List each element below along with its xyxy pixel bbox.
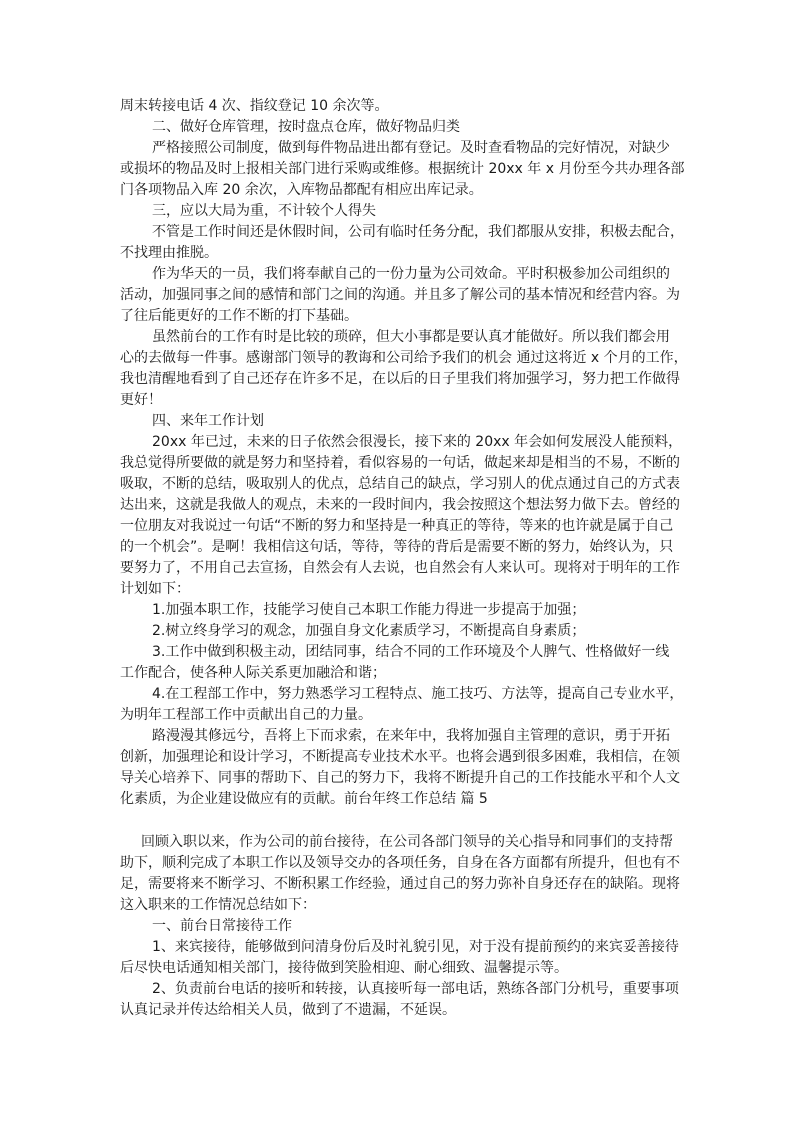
list-item: 1、来宾接待，能够做到问清身份后及时礼貌引见，对于没有提前预约的来宾妥善接待 — [152, 939, 679, 955]
text-line: 不管是工作时间还是休假时间，公司有临时任务分配，我们都服从安排，积极去配合， — [152, 224, 684, 240]
text-line: 认真记录并传达给相关人员，做到了不遗漏，不延误。 — [120, 1002, 456, 1018]
text-line: 心的去做每一件事。感谢部门领导的教诲和公司给予我们的机会 通过这将近 x 个月的工作， — [120, 350, 688, 366]
text-line: 达出来，这就是我做人的观点，未来的一段时间内，我会按照这个想法努力做下去。曾经的 — [120, 497, 680, 513]
text-line: 吸取，不断的总结，吸取别人的优点，总结自己的缺点，学习别人的优点通过自己的方式表 — [120, 476, 680, 492]
section-heading: 四、来年工作计划 — [152, 413, 264, 429]
text-line: 的一个机会”。是啊！我相信这句话，等待，等待的背后是需要不断的努力，始终认为，只 — [120, 539, 674, 555]
list-item: 2、负责前台电话的接听和转接，认真接听每一部电话，熟练各部门分机号，重要事项 — [152, 981, 679, 997]
text-line: 创新，加强理论和设计学习，不断提高专业技术水平。也将会遇到很多困难，我相信，在领 — [120, 749, 680, 765]
text-line: 足，需要将来不断学习、不断积累工作经验，通过自己的努力弥补自身还存在的缺陷。现将 — [120, 876, 680, 892]
section-heading: 二、做好仓库管理，按时盘点仓库，做好物品归类 — [152, 119, 460, 135]
text-line: 我也清醒地看到了自己还存在许多不足，在以后的日子里我们将加强学习，努力把工作做得 — [120, 371, 680, 387]
text-line: 回顾入职以来，作为公司的前台接待，在公司各部门领导的关心指导和同事们的支持帮 — [141, 834, 673, 850]
text-line: 工作配合，使各种人际关系更加融洽和谐； — [120, 665, 386, 681]
text-line: 严格接照公司制度，做到每件物品进出都有登记。及时查看物品的完好情况，对缺少 — [152, 140, 670, 156]
list-item: 1.加强本职工作，技能学习使自己本职工作能力得进一步提高于加强； — [152, 602, 586, 618]
text-line: 门各项物品入库 20 余次，入库物品都配有相应出库记录。 — [120, 182, 483, 198]
text-line: 更好！ — [120, 392, 162, 408]
text-line: 虽然前台的工作有时是比较的琐碎，但大小事都是要认真才能做好。所以我们都会用 — [152, 329, 670, 345]
text-line: 一位朋友对我说过一句话“不断的努力和坚持是一种真正的等待，等来的也许就是属于自己 — [120, 518, 674, 534]
text-line: 路漫漫其修远兮，吾将上下而求索，在来年中，我将加强自主管理的意识，勇于开拓 — [152, 728, 670, 744]
text-line: 为明年工程部工作中贡献出自己的力量。 — [120, 707, 372, 723]
text-line: 计划如下： — [120, 581, 190, 597]
text-line: 了往后能更好的工作不断的打下基础。 — [120, 308, 358, 324]
text-line: 20xx 年已过，未来的日子依然会很漫长，接下来的 20xx 年会如何发展没人能预料， — [152, 434, 683, 450]
text-line: 作为华天的一员，我们将奉献自己的一份力量为公司效命。平时积极参加公司组织的 — [152, 266, 670, 282]
text-line: 助下，顺利完成了本职工作以及领导交办的各项任务，自身在各方面都有所提升，但也有不 — [120, 855, 680, 871]
list-item: 2.树立终身学习的观念，加强自身文化素质学习，不断提高自身素质； — [152, 623, 586, 639]
section-heading: 三，应以大局为重，不计较个人得失 — [152, 203, 376, 219]
text-line: 要努力了，不用自己去宣扬，自然会有人去说，也自然会有人来认可。现将对于明年的工作 — [120, 560, 680, 576]
section-heading: 一、前台日常接待工作 — [152, 918, 292, 934]
text-line: 这入职来的工作情况总结如下： — [120, 897, 316, 913]
text-line: 或损坏的物品及时上报相关部门进行采购或维修。根据统计 20xx 年 x 月份至今共办理各部 — [120, 161, 685, 177]
list-item: 3.工作中做到积极主动，团结同事，结合不同的工作环境及个人脾气、性格做好一线 — [152, 644, 670, 660]
text-line: 后尽快电话通知相关部门，接待做到笑脸相迎、耐心细致、温馨提示等。 — [120, 960, 568, 976]
text-line: 周末转接电话 4 次、指纹登记 10 余次等。 — [120, 98, 389, 114]
text-line: 化素质，为企业建设做应有的贡献。前台年终工作总结 篇 5 — [120, 791, 488, 807]
text-line: 不找理由推脱。 — [120, 245, 218, 261]
list-item: 4.在工程部工作中，努力熟悉学习工程特点、施工技巧、方法等，提高自己专业水平， — [152, 686, 684, 702]
text-line: 我总觉得所要做的就是努力和坚持着，看似容易的一句话，做起来却是相当的不易，不断的 — [120, 455, 680, 471]
text-line: 活动，加强同事之间的感情和部门之间的沟通。并且多了解公司的基本情况和经营内容。为 — [120, 287, 680, 303]
text-line: 导关心培养下、同事的帮助下、自己的努力下，我将不断提升自己的工作技能水平和个人文 — [120, 770, 680, 786]
